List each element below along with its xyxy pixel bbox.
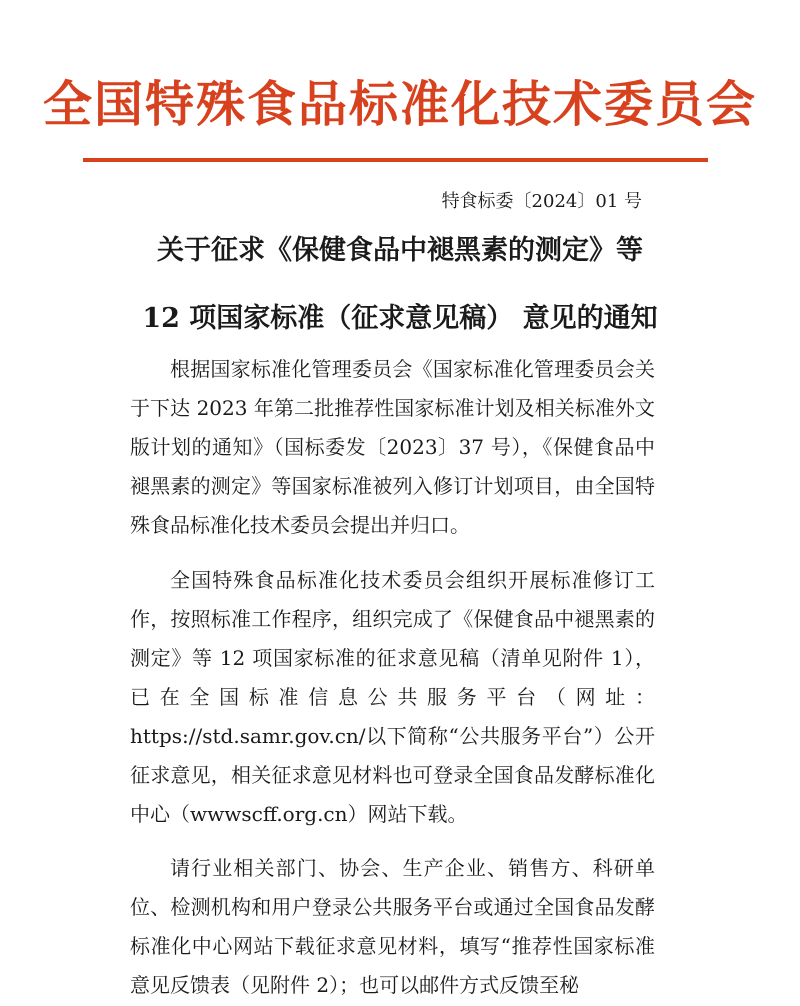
paragraph-text: 全国特殊食品标准化技术委员会组织开展标准修订工作，按照标准工作程序，组织完成了《保健食品中褪黑素的测定》等 12 项国家标准的征求意见稿（清单见附件 1），已在全国标准信息公共服务平台（网址：https://std.samr.gov.cn/以下简称“公共服务平台”）公开征求意见，相关征求意见材料也可登录全国食品发酵标准化中心（wwwscff.org.cn）网站下载。 [130, 568, 655, 826]
body-paragraph-1 [130, 350, 655, 545]
body-paragraph-3 [130, 849, 655, 1005]
organization-header: 全国特殊食品标准化技术委员会 [42, 76, 757, 133]
paragraph-text: 根据国家标准化管理委员会《国家标准化管理委员会关于下达 2023 年第二批推荐性国家标准计划及相关标准外文版计划的通知》（国标委发〔2023〕37 号），《保健食品中褪黑素的测定》等国家标准被列入修订计划项目，由全国特殊食品标准化技术委员会提出并归口。 [130, 357, 655, 537]
paragraph-text: 请行业相关部门、协会、生产企业、销售方、科研单位、检测机构和用户登录公共服务平台或通过全国食品发酵标准化中心网站下载征求意见材料，填写“推荐性国家标准意见反馈表（见附件 2）；也可以邮件方式反馈至秘 [130, 856, 655, 997]
header-divider [83, 158, 708, 162]
document-number: 特食标委〔2024〕01 号 [441, 191, 642, 212]
notice-title-line-1: 关于征求《保健食品中褪黑素的测定》等 [157, 235, 643, 266]
notice-title-line-2: 12 项国家标准（征求意见稿） 意见的通知 [142, 303, 658, 334]
body-paragraph-2 [130, 561, 655, 834]
